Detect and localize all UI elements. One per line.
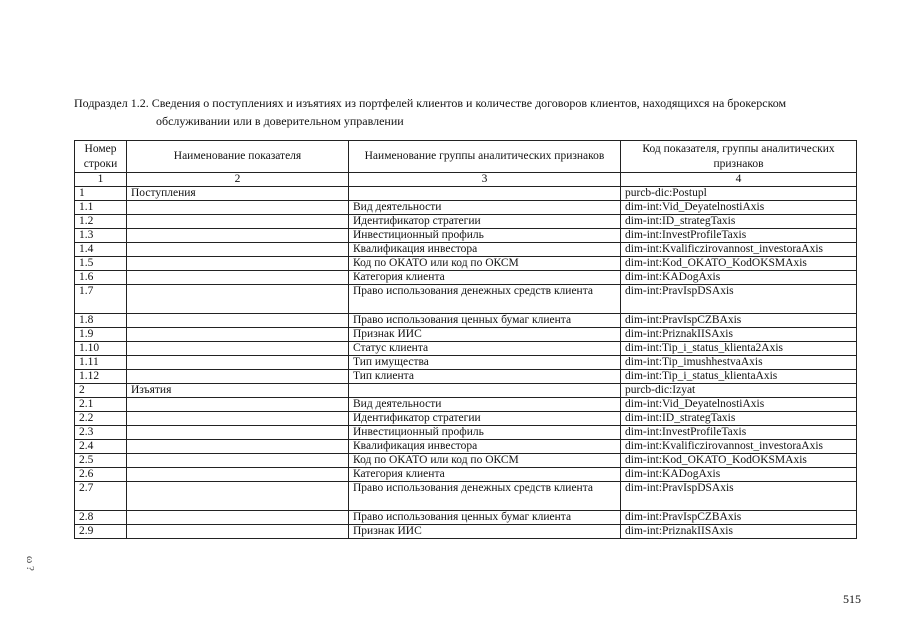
group-name-cell: Право использования денежных средств клиента [349,482,621,511]
indicator-name-cell: Поступления [127,187,349,201]
code-cell: dim-int:ID_strategTaxis [621,412,857,426]
column-number: 3 [349,173,621,187]
column-number: 1 [75,173,127,187]
table-row [75,398,857,412]
table-row [75,257,857,271]
header-code: Код показателя, группы аналитических признаков [621,141,857,173]
indicator-name-cell [127,243,349,257]
group-name-cell [349,187,621,201]
indicator-name-cell [127,426,349,440]
group-name-cell: Квалификация инвестора [349,243,621,257]
indicator-name-cell [127,201,349,215]
indicator-name-cell [127,525,349,539]
indicator-name-cell: Изъятия [127,384,349,398]
row-number-cell: 2.4 [75,440,127,454]
row-number-cell: 1.5 [75,257,127,271]
table-row [75,285,857,314]
indicator-name-cell [127,440,349,454]
margin-mark: ω ? [24,556,36,571]
indicator-name-cell [127,468,349,482]
column-number: 4 [621,173,857,187]
code-cell: dim-int:Vid_DeyatelnostiAxis [621,398,857,412]
data-table [74,140,857,539]
indicator-name-cell [127,342,349,356]
group-name-cell: Статус клиента [349,342,621,356]
table-row [75,215,857,229]
group-name-cell: Тип клиента [349,370,621,384]
section-heading [74,94,864,130]
code-cell: dim-int:PravIspDSAxis [621,482,857,511]
group-name-cell: Вид деятельности [349,201,621,215]
code-cell: dim-int:PriznakIISAxis [621,328,857,342]
code-cell: dim-int:KADogAxis [621,468,857,482]
indicator-name-cell [127,285,349,314]
column-number-row [75,173,857,187]
group-name-cell: Право использования ценных бумаг клиента [349,511,621,525]
column-number: 2 [127,173,349,187]
group-name-cell: Код по ОКАТО или код по ОКСМ [349,454,621,468]
table-row [75,201,857,215]
heading-line-2: обслуживании или в доверительном управлении [156,114,404,128]
code-cell: dim-int:PravIspCZBAxis [621,511,857,525]
group-name-cell: Признак ИИС [349,328,621,342]
table-row [75,482,857,511]
group-name-cell: Право использования денежных средств клиента [349,285,621,314]
table-row [75,454,857,468]
code-cell: dim-int:ID_strategTaxis [621,215,857,229]
code-cell: dim-int:Tip_i_status_klienta2Axis [621,342,857,356]
code-cell: dim-int:InvestProfileTaxis [621,229,857,243]
row-number-cell: 1.9 [75,328,127,342]
table-row [75,328,857,342]
header-row [75,141,857,173]
code-cell: dim-int:Kod_OKATO_KodOKSMAxis [621,257,857,271]
code-cell: dim-int:PravIspDSAxis [621,285,857,314]
indicator-name-cell [127,511,349,525]
header-group-name: Наименование группы аналитических признаков [349,141,621,173]
group-name-cell: Вид деятельности [349,398,621,412]
row-number-cell: 2.3 [75,426,127,440]
code-cell: dim-int:Vid_DeyatelnostiAxis [621,201,857,215]
indicator-name-cell [127,229,349,243]
table-row [75,525,857,539]
table-row [75,511,857,525]
group-name-cell [349,384,621,398]
code-cell: dim-int:PravIspCZBAxis [621,314,857,328]
table-body [75,187,857,539]
indicator-name-cell [127,271,349,285]
header-indicator-name: Наименование показателя [127,141,349,173]
group-name-cell: Инвестиционный профиль [349,229,621,243]
code-cell: dim-int:Kvalificzirovannost_investoraAxis [621,440,857,454]
indicator-name-cell [127,356,349,370]
indicator-name-cell [127,370,349,384]
row-number-cell: 1.4 [75,243,127,257]
group-name-cell: Категория клиента [349,468,621,482]
row-number-cell: 2.5 [75,454,127,468]
row-number-cell: 1.10 [75,342,127,356]
code-cell: dim-int:PriznakIISAxis [621,525,857,539]
row-number-cell: 1.3 [75,229,127,243]
table-row [75,440,857,454]
table-row [75,229,857,243]
heading-line-1: Подраздел 1.2. Сведения о поступлениях и изъятиях из портфелей клиентов и количестве договоров клиентов, находящихся на брокерском [74,96,787,110]
row-number-cell: 1.8 [75,314,127,328]
row-number-cell: 2.6 [75,468,127,482]
indicator-name-cell [127,482,349,511]
row-number-cell: 2.2 [75,412,127,426]
group-name-cell: Код по ОКАТО или код по ОКСМ [349,257,621,271]
indicator-name-cell [127,412,349,426]
code-cell: dim-int:InvestProfileTaxis [621,426,857,440]
indicator-name-cell [127,398,349,412]
row-number-cell: 1.12 [75,370,127,384]
code-cell: dim-int:KADogAxis [621,271,857,285]
row-number-cell: 1.2 [75,215,127,229]
table-row [75,243,857,257]
row-number-cell: 2 [75,384,127,398]
table-row [75,412,857,426]
table-row [75,468,857,482]
group-name-cell: Инвестиционный профиль [349,426,621,440]
group-name-cell: Тип имущества [349,356,621,370]
code-cell: dim-int:Kod_OKATO_KodOKSMAxis [621,454,857,468]
row-number-cell: 1.6 [75,271,127,285]
row-number-cell: 2.8 [75,511,127,525]
table-row [75,384,857,398]
row-number-cell: 2.9 [75,525,127,539]
table-row [75,356,857,370]
code-cell: purcb-dic:Izyat [621,384,857,398]
table-row [75,370,857,384]
table-row [75,271,857,285]
row-number-cell: 2.1 [75,398,127,412]
code-cell: dim-int:Tip_i_status_klientaAxis [621,370,857,384]
code-cell: dim-int:Tip_imushhestvaAxis [621,356,857,370]
row-number-cell: 1.7 [75,285,127,314]
row-number-cell: 1.1 [75,201,127,215]
page-number: 515 [843,592,861,606]
row-number-cell: 2.7 [75,482,127,511]
indicator-name-cell [127,328,349,342]
table-row [75,187,857,201]
group-name-cell: Категория клиента [349,271,621,285]
table-row [75,426,857,440]
row-number-cell: 1.11 [75,356,127,370]
header-row-number: Номер строки [75,141,127,173]
group-name-cell: Право использования ценных бумаг клиента [349,314,621,328]
row-number-cell: 1 [75,187,127,201]
code-cell: purcb-dic:Postupl [621,187,857,201]
group-name-cell: Идентификатор стратегии [349,412,621,426]
code-cell: dim-int:Kvalificzirovannost_investoraAxis [621,243,857,257]
indicator-name-cell [127,314,349,328]
group-name-cell: Квалификация инвестора [349,440,621,454]
group-name-cell: Идентификатор стратегии [349,215,621,229]
indicator-name-cell [127,454,349,468]
table-row [75,342,857,356]
indicator-name-cell [127,215,349,229]
indicator-name-cell [127,257,349,271]
table-row [75,314,857,328]
group-name-cell: Признак ИИС [349,525,621,539]
